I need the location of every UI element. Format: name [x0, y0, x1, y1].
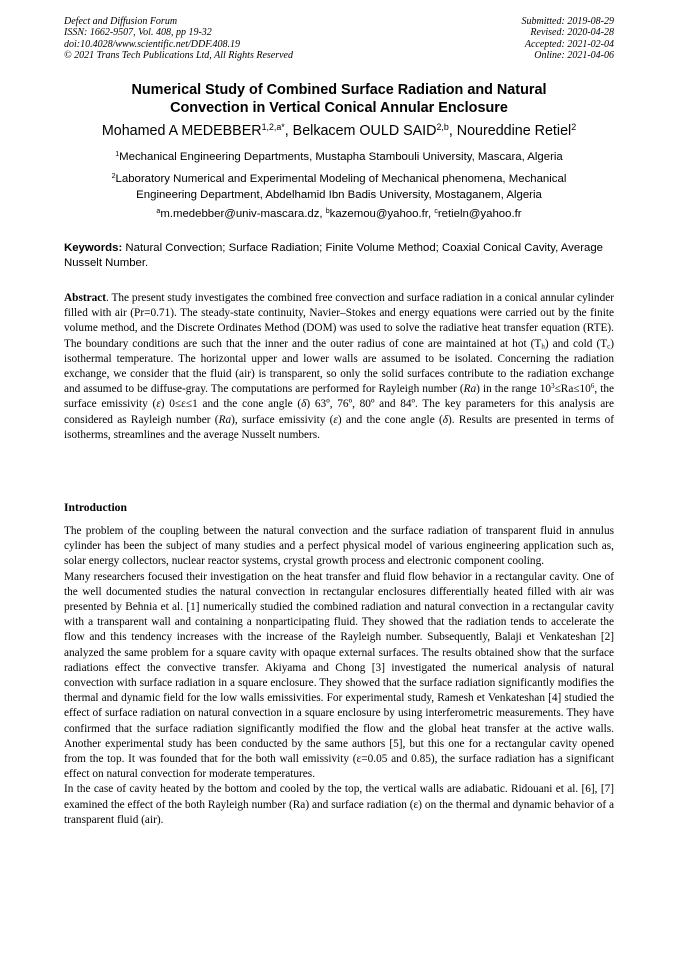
symbol-epsilon: ε: [333, 413, 338, 426]
email-a[interactable]: m.medebber@univ-mascara.dz,: [160, 208, 323, 220]
abstract-text: ), surface emissivity (: [231, 413, 334, 426]
symbol-epsilon: ε: [156, 398, 161, 411]
abstract: [64, 291, 614, 443]
affiliation-1-sup: 1: [115, 151, 120, 159]
subscript-c: c: [607, 342, 611, 350]
abstract-text: , the surface emissivity (: [64, 383, 614, 411]
journal-header-right: [522, 16, 615, 62]
intro-paragraph: In the case of cavity heated by the bottom and cooled by the top, the vertical walls are adiabatic. Ridouani et al. [6], [7] examined the effect of the both Rayleigh number (Ra) and surface radiation (ε) on the thermal and dynamic behavior of a transparent fluid (air).: [64, 783, 614, 826]
keywords: [64, 241, 614, 270]
abstract-text: ≤Ra≤10: [554, 383, 591, 396]
title-line-2: Convection in Vertical Conical Annular Enclosure: [170, 99, 508, 116]
email-c[interactable]: retieln@yahoo.fr: [437, 208, 522, 220]
symbol-delta: δ: [301, 398, 307, 411]
online-date: Online: 2021-04-06: [534, 50, 614, 62]
symbol-delta: δ: [442, 413, 449, 426]
accepted-date: Accepted: 2021-02-04: [524, 38, 614, 50]
email-b-sup: b: [325, 208, 330, 216]
symbol-ra: Ra: [463, 383, 477, 396]
journal-header-left: [64, 16, 293, 62]
author-list: Mohamed A $MEDEBBER^{1,2,a*}$, Belkacem OULD SAID$^{2,b}$, Noureddine Retiel$^2$: [101, 122, 577, 139]
author-emails: [64, 207, 614, 223]
abstract-text: . The present study investigates the combined free convection and surface radiation in a conical annular cylinder filled with air (Pr=0.71). The steady-state continuity, Navier–Stokes and energy equations were carried out by the finite volume method, and the Discrete Ordinates Method (DOM) was used to solve the radiative heat transfer equation (RTE). The boundary conditions are such that the inner and the outer radius of cone are maintained at hot (T: [64, 292, 614, 350]
keywords-label: Keywords:: [64, 242, 123, 254]
intro-paragraph: The problem of the coupling between the natural convection and the surface radiation of transparent fluid in annulus cylinder has been the subject of many studies and a perfect physical model of various engineering application such as, solar energy collectors, nuclear reactor systems, crystal growth process and electronic component cooling.: [64, 525, 614, 568]
abstract-label: Abstract: [64, 292, 107, 304]
affiliation-2: [64, 172, 614, 203]
author-1: Mohamed A MEDEBBER: [101, 123, 262, 139]
email-b[interactable]: kazemou@yahoo.fr,: [329, 208, 432, 220]
abstract-text: ) isothermal temperature. The horizontal upper and lower walls are assumed to be isolated. Concerning the radiation exchange, we consider that the fluid (air) is transparent, so only the solid surfaces contribute to the radiation exchange and assumed to be diffuse-gray. The computations are performed for Rayleigh number (: [64, 337, 614, 396]
revised-date: Revised: 2020-04-28: [530, 27, 614, 39]
title-line-1: Numerical Study of Combined Surface Radiation and Natural: [131, 82, 547, 98]
affiliation-2-line-2: Engineering Department, Abdelhamid Ibn Badis University, Mostaganem, Algeria: [136, 188, 542, 201]
section-heading-introduction: Introduction: [64, 501, 127, 514]
paper-title: [64, 82, 614, 117]
keywords-text: Natural Convection; Surface Radiation; Finite Volume Method; Coaxial Conical Cavity, Average Nusselt Number.: [64, 242, 604, 269]
abstract-text: ) 63º, 76º, 80º and 84º. The key parameters for this analysis are considered as Rayleigh number (: [64, 398, 614, 426]
introduction-body: [64, 524, 614, 828]
abstract-text: ). Results are presented in terms of isotherms, streamlines and the average Nusselt numbers.: [64, 413, 615, 441]
email-a-sup: a: [156, 208, 161, 216]
author-2: Belkacem OULD SAID: [292, 123, 437, 139]
abstract-text: ) and the cone angle (: [337, 413, 443, 426]
subscript-h: h: [541, 342, 545, 350]
abstract-text: ) 0≤ε≤1 and the cone angle (: [160, 398, 302, 411]
intro-paragraph: Many researchers focused their investigation on the heat transfer and fluid flow behavior in a rectangular cavity. One of the well documented studies the natural convection in rectangular enclosures differentially heated filled with air was presented by Behnia et al. [1] numerically studied the combined radiation and natural convection in a rectangular cavity with a transparent wall and containing a nonparticipating fluid. They showed that the radiation tends to accelerate the flow and this tendency increases with the increase of the Rayleigh number. Subsequently, Balaji et Venkateshan [2] analyzed the same problem for a square cavity with opaque external surfaces. The results obtained show that the surface radiations effect the convective transfer. Akiyama and Chong [3] investigated the numerical analysis of natural convection with surface radiation in a square enclosure. They showed that the surface radiation significantly modifies the thermal and dynamic field for the low walls emissivities. For experimental study, Ramesh et Venkateshan [4] studied the effect of surface radiation on natural convection in a square enclosure by using interferometric measurements. They have confirmed that the surface radiation significantly modified the flow and the global heat transfer at the active walls. Another experimental study has been conducted by the same authors [5], but this one for a rectangular cavity opened from the top. It was founded that for the both wall emissivity (ε=0.05 and 0.85), the surface radiation has a significant effect on natural convection for moderate temperatures.: [64, 570, 614, 781]
author-2-sup: 2,b: [436, 122, 449, 133]
abstract-text: ) in the range 10: [476, 383, 552, 396]
doi: doi:10.4028/www.scientific.net/DDF.408.19: [64, 38, 241, 50]
superscript-3: 3: [551, 382, 555, 391]
abstract-text: ) and cold (T: [544, 337, 608, 350]
superscript-6: 6: [590, 382, 595, 391]
author-3-sup: 2: [571, 122, 577, 133]
journal-name: Defect and Diffusion Forum: [64, 16, 178, 27]
affiliation-2-sup: 2: [111, 173, 116, 181]
email-c-sup: c: [434, 208, 438, 216]
submitted-date: Submitted: 2019-08-29: [521, 16, 614, 27]
affiliation-2-line-1: Laboratory Numerical and Experimental Modeling of Mechanical phenomena, Mechanical: [115, 173, 567, 185]
issn: ISSN: 1662-9507, Vol. 408, pp 19-32: [64, 27, 212, 39]
affiliation-1-text: Mechanical Engineering Departments, Mustapha Stambouli University, Mascara, Algeria: [119, 151, 563, 163]
affiliation-1: [64, 150, 614, 166]
copyright: © 2021 Trans Tech Publications Ltd, All Rights Reserved: [64, 50, 293, 62]
author-1-sup: 1,2,a*: [261, 122, 285, 133]
symbol-ra: Ra: [218, 413, 232, 426]
author-3: Noureddine Retiel: [456, 123, 572, 139]
